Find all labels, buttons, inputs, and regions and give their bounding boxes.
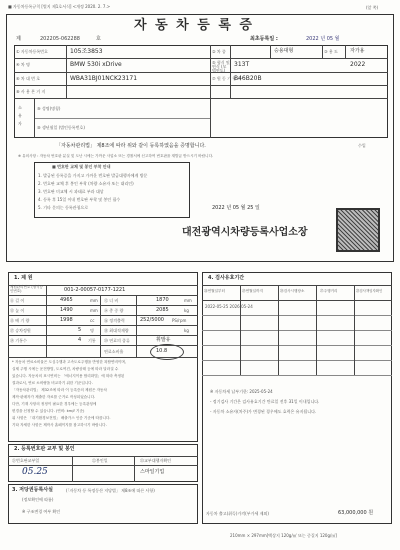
- model-value: BMW 530i xDrive: [70, 61, 122, 68]
- car-type-label: ② 차 종: [212, 49, 226, 54]
- warning: ※ 유의사항 : 자동차 번호판 분실 및 도난 시에는 가까운 사업소 또는 경찰서에 신고하여 번호판을 재발급 받으시기 바랍니다.: [18, 153, 214, 158]
- spec-note: 변경을 신청할 수 있습니다. (연비: km/ℓ 기준): [12, 409, 85, 413]
- inspection-note: ※ 자동차세 납부기한: 2025-05-24: [210, 389, 273, 394]
- inspection-col5: ㉘검사책임자확인: [356, 289, 383, 293]
- page-title: 자 동 차 등 록 증: [134, 18, 254, 33]
- spec-note: 제작·판매자가 제출한 자료를 근거로 작성되었습니다.: [12, 395, 96, 399]
- unit-cyl: 기통: [88, 338, 96, 343]
- inspection-section: [202, 272, 392, 524]
- engine-label: ⑦ 원 동 기 형 식: [212, 76, 242, 81]
- seat-label: ⑰ 승차정원: [10, 328, 31, 333]
- owner-side-label: 소 유 자: [18, 105, 22, 126]
- unit-mm: mm: [90, 308, 98, 313]
- spec-note: 결과로서, 연료 소비량을 비교하기 위한 기준입니다.: [12, 381, 93, 385]
- seal-col2: ㉒봉인일: [92, 458, 108, 463]
- guide-title: ■ 번호판 교체 및 봉인 부착 안내: [52, 164, 111, 169]
- seat-value: 5: [78, 327, 82, 333]
- official-seal-stamp: [336, 208, 380, 252]
- unit-seat: 명: [90, 328, 94, 333]
- size-note: 210mm × 297mm[백상지 120g/㎡ 또는 중질지 120g/㎡]: [230, 533, 337, 538]
- guide-line: 2. 번호판 교체 후 봉인 부착 (차량 소유자 또는 대리인): [38, 181, 134, 186]
- price-label: 자동차 출고(취득)가격(부가세 제외): [206, 511, 269, 516]
- mortgage-line: (정보확인에 따름): [22, 497, 54, 502]
- inspection-title: 4. 검사유효기간: [208, 275, 245, 281]
- inspection-col2: ㉕연월일까지: [242, 289, 263, 293]
- first-reg-label: 최초등록일 :: [250, 36, 278, 42]
- seal-title: 2. 등록번호판 교부 및 봉인: [14, 446, 75, 452]
- unit-load: kg: [184, 328, 189, 333]
- inspection-col1: ㉔연월일부터: [204, 289, 225, 293]
- seal-col3: ㉓교부대행자확인: [140, 458, 172, 463]
- spec-note: 기타 자세한 사항은 제작사 홈페이지를 참고하시기 바랍니다.: [12, 423, 107, 427]
- weight-value: 2085: [156, 307, 169, 313]
- weight-label: ⑭ 총 중 량: [104, 308, 124, 313]
- specs-title: 1. 제 원: [14, 275, 33, 281]
- spec-note: 있습니다. 자동차의 표시연비는 「에너지이용 합리화법」에 따라 측정된: [12, 374, 125, 378]
- use-label: ③ 용 도: [324, 49, 338, 54]
- width-value: 1870: [156, 297, 169, 303]
- car-type-value: 승용대형: [274, 48, 294, 54]
- vin-value: WBA31BJ01NCK23171: [70, 75, 138, 82]
- fuel-label: ⑳ 연료의 종류: [104, 338, 130, 343]
- plate-label: ① 자동차등록번호: [16, 49, 48, 54]
- unit-mm: mm: [90, 298, 98, 303]
- inspection-note: - 정기검사 기간은 검사유효기간 만료일 전후 31일 이내입니다.: [210, 399, 320, 404]
- engine-value: B46B20B: [234, 75, 262, 82]
- spec-note: 위 사항은 「대기환경보전법」 배출가스 인증 기준에 따릅니다.: [12, 416, 111, 420]
- inspection-row1: 2022-05-25 2026-05-24: [205, 304, 253, 309]
- inspection-col4: ㉗주행거리: [320, 289, 338, 293]
- vin-label: ⑥ 차 대 번 호: [16, 76, 41, 81]
- spec-mgmt-value: 001-2-00057-0177-1221: [64, 287, 126, 293]
- use-value: 자가용: [350, 48, 365, 54]
- inspection-col3: ㉖검사시행장소: [280, 289, 305, 293]
- model-label: ④ 차 명: [16, 62, 30, 67]
- plate-value: 105조3853: [70, 48, 103, 55]
- length-label: ⑪ 길 이: [10, 298, 25, 303]
- mortgage-line: (「자동차 등 특정동산 저당법」 제8조에 따른 사항): [66, 488, 155, 493]
- issuer: 대전광역시차량등록사업소장: [182, 227, 308, 238]
- plate-date: 05.25: [22, 467, 48, 477]
- spec-note: 「자동차관리법」 제32조에 따라 이 등록증의 제원은 자동차: [12, 388, 107, 392]
- location-label: ⑧ 사 용 본 거 지: [16, 89, 46, 94]
- name-label: ⑨ 성명(명칭): [37, 106, 61, 111]
- price-value: 63,000,000 원: [338, 510, 374, 516]
- disp-label: ⑮ 배 기 량: [10, 318, 30, 323]
- guide-line: 5. 기타 문의는 등록관청으로: [38, 205, 89, 210]
- spec-note: 다만, 기재 사항의 정정이 필요한 경우에는 등록관청에: [12, 402, 97, 406]
- unit-kg: kg: [184, 308, 189, 313]
- mortgage-title: 3. 저당권등록사실: [12, 487, 53, 493]
- fuel-eff-value: 10.8: [156, 348, 168, 354]
- page-label: (앞 쪽): [366, 5, 379, 10]
- handwritten-circle: [150, 344, 184, 360]
- unit-mm: mm: [184, 298, 192, 303]
- first-reg-date: 2022 년 05 월: [306, 36, 340, 42]
- fuel-value: 휘발유: [156, 337, 171, 343]
- year-label: ⑤ 형식 및 연식 (모델연도): [212, 60, 230, 73]
- mortgage-line: ※ 구조변경 여부 확인: [22, 509, 61, 514]
- power-label: ⑯ 정격출력: [104, 318, 125, 323]
- unit-cc: cc: [90, 318, 95, 323]
- height-label: ⑬ 높 이: [10, 308, 25, 313]
- guide-line: 4. 등록 후 15일 이내 번호판 부착 및 봉인 필수: [38, 197, 121, 202]
- form-code: 313T: [234, 61, 250, 68]
- cyl-label: ⑲ 기통수: [10, 338, 27, 343]
- doc-no: 202205-062288: [40, 36, 80, 42]
- load-label: ⑱ 최대적재량: [104, 328, 129, 333]
- unit-ps: PS/rpm: [172, 318, 187, 323]
- fee-label: 수입: [358, 143, 366, 148]
- power-value: 252/5000: [140, 317, 164, 323]
- guide-line: 3. 번호판 미교체 시 과태료 부과 대상: [38, 189, 104, 194]
- statement: 「자동차관리법」 제8조에 따라 위와 같이 등록하였음을 증명합니다.: [56, 143, 206, 149]
- form-note: ■ 자동차등록규칙 [별지 제1호서식] <개정 2020. 2. 7.>: [8, 4, 111, 9]
- inspection-note: - 자동차 소유자(차주)가 변경된 경우에도 효력은 유지됩니다.: [210, 409, 317, 414]
- seal-col1: ㉑번호판교부일: [12, 458, 40, 463]
- guide-line: 1. 발급된 등록증을 가지고 가까운 번호판 발급대행자에게 방문: [38, 173, 148, 178]
- spec-note: * 자동차 연료소비율은 도심주행과 고속도로주행을 반영한 복합연비이며,: [12, 360, 126, 364]
- spec-mgmt-label: 제원관리번호 (형식승인번호): [10, 285, 43, 293]
- height-value: 1490: [60, 307, 73, 313]
- issue-date: 2022 년 05 월 25 일: [212, 205, 260, 211]
- year-value: 2022: [350, 61, 366, 68]
- spec-note: 실제 주행 시에는 운전방법, 도로여건, 차량상태 등에 따라 달라질 수: [12, 367, 119, 371]
- id-label: ⑩ 생년월일 (법인등록번호): [37, 125, 85, 130]
- length-value: 4965: [60, 297, 73, 303]
- fuel-eff-label: 연료소비율: [104, 349, 124, 354]
- width-label: ⑫ 너 비: [104, 298, 119, 303]
- doc-no-prefix: 제: [16, 36, 21, 42]
- seal-agent: 스마일기업: [140, 469, 165, 475]
- doc-no-suffix: 호: [96, 36, 101, 42]
- disp-value: 1998: [60, 317, 73, 323]
- cyl-value: 4: [78, 337, 82, 343]
